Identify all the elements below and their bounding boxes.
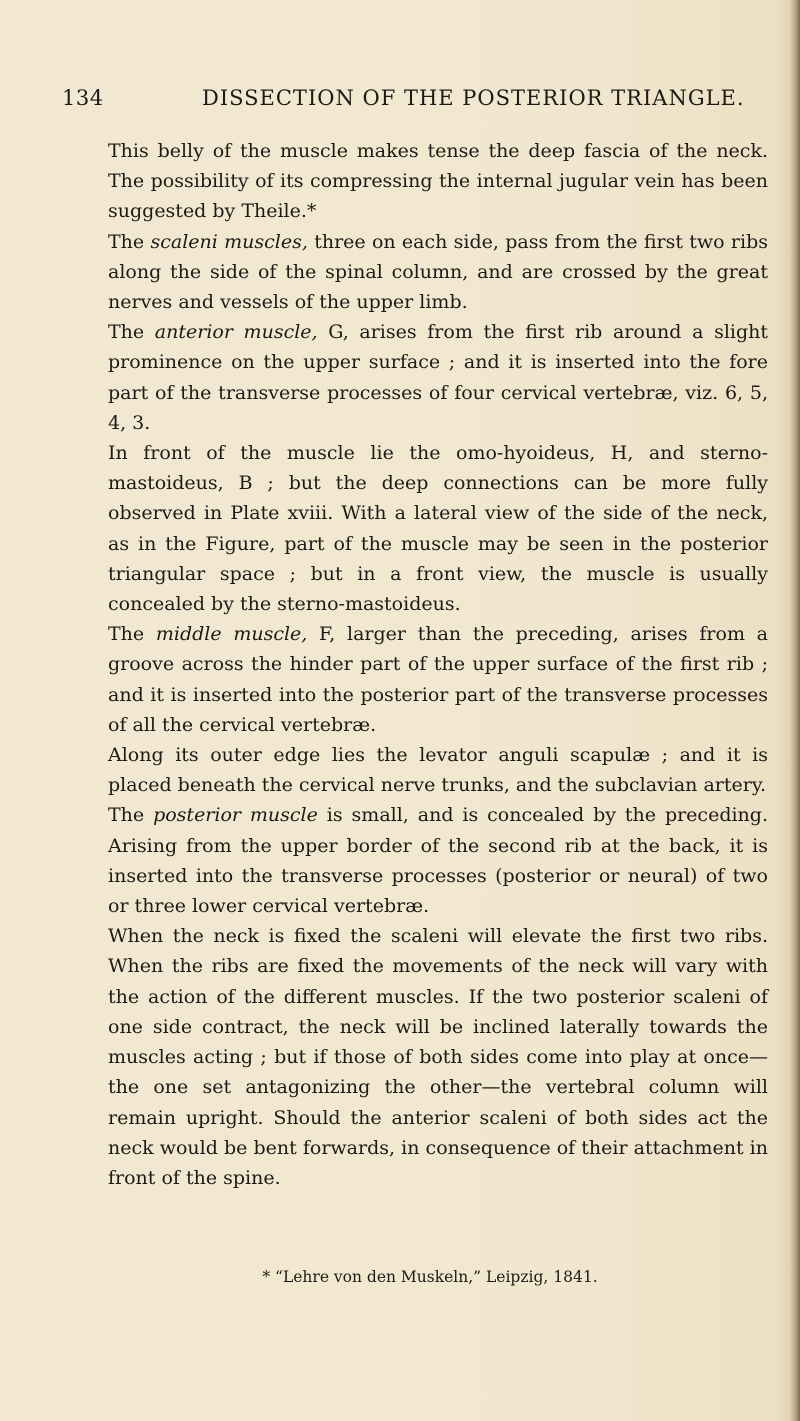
term-scaleni-muscles: scaleni muscles,: [150, 230, 308, 253]
paragraph-2: The scaleni muscles, three on each side, pass from the first two ribs along the side of the spinal column, and are crossed by the great nerves and vessels of the upper limb.: [108, 230, 768, 314]
page-edge-shadow: [790, 0, 800, 1421]
page-number: 134: [62, 86, 104, 110]
term-anterior-muscle: anterior muscle,: [154, 321, 318, 344]
running-head: DISSECTION OF THE POSTERIOR TRIANGLE.: [202, 86, 745, 110]
paragraph-6: Along its outer edge lies the levator anguli scapulæ ; and it is placed beneath the cervical nerve trunks, and the subclavian artery.: [108, 744, 768, 797]
term-middle-muscle: middle muscle,: [155, 623, 308, 646]
paragraph-7: The posterior muscle is small, and is concealed by the preceding. Arising from the upper border of the second rib at the back, it is inserted into the transverse processes (posterior or neural) of two or three lower cervical vertebræ.: [108, 804, 768, 918]
paragraph-8: When the neck is fixed the scaleni will elevate the first two ribs. When the ribs are fixed the movements of the neck will vary with the action of the different muscles. If the two posterior scaleni of one side contract, the neck will be inclined laterally towards the muscles acting ; but if those of both sides come into play at once—the one set antagonizing the other—the vertebral column will remain upright. Should the anterior scaleni of both sides act the neck would be bent forwards, in consequence of their attachment in front of the spine.: [108, 925, 768, 1189]
term-posterior-muscle: posterior muscle: [153, 804, 318, 827]
footnote: [0, 1268, 800, 1286]
body-text: [108, 136, 768, 1193]
paragraph-1: This belly of the muscle makes tense the deep fascia of the neck. The possibility of its compressing the internal jugular vein has been suggested by Theile.*: [108, 140, 768, 223]
paragraph-3: The anterior muscle, G, arises from the first rib around a slight prominence on the upper surface ; and it is inserted into the fore part of the transverse processes of four cervical vertebræ, viz. 6, 5, 4, 3.: [108, 321, 769, 434]
paragraph-5: The middle muscle, F, larger than the preceding, arises from a groove across the hinder part of the upper surface of the first rib ; and it is inserted into the posterior part of the transverse processes of all the cervical vertebræ.: [108, 623, 768, 736]
footnote-text: * “Lehre von den Muskeln,” Leipzig, 1841.: [262, 1268, 598, 1286]
paragraph-4: In front of the muscle lie the omo-hyoideus, H, and sterno-mastoideus, B ; but the deep connections can be more fully observed in Plate xviii. With a lateral view of the side of the neck, as in the Figure, part of the muscle may be seen in the posterior triangular space ; but in a front view, the muscle is usually concealed by the sterno-mastoideus.: [108, 442, 768, 616]
page-header: [62, 86, 762, 116]
